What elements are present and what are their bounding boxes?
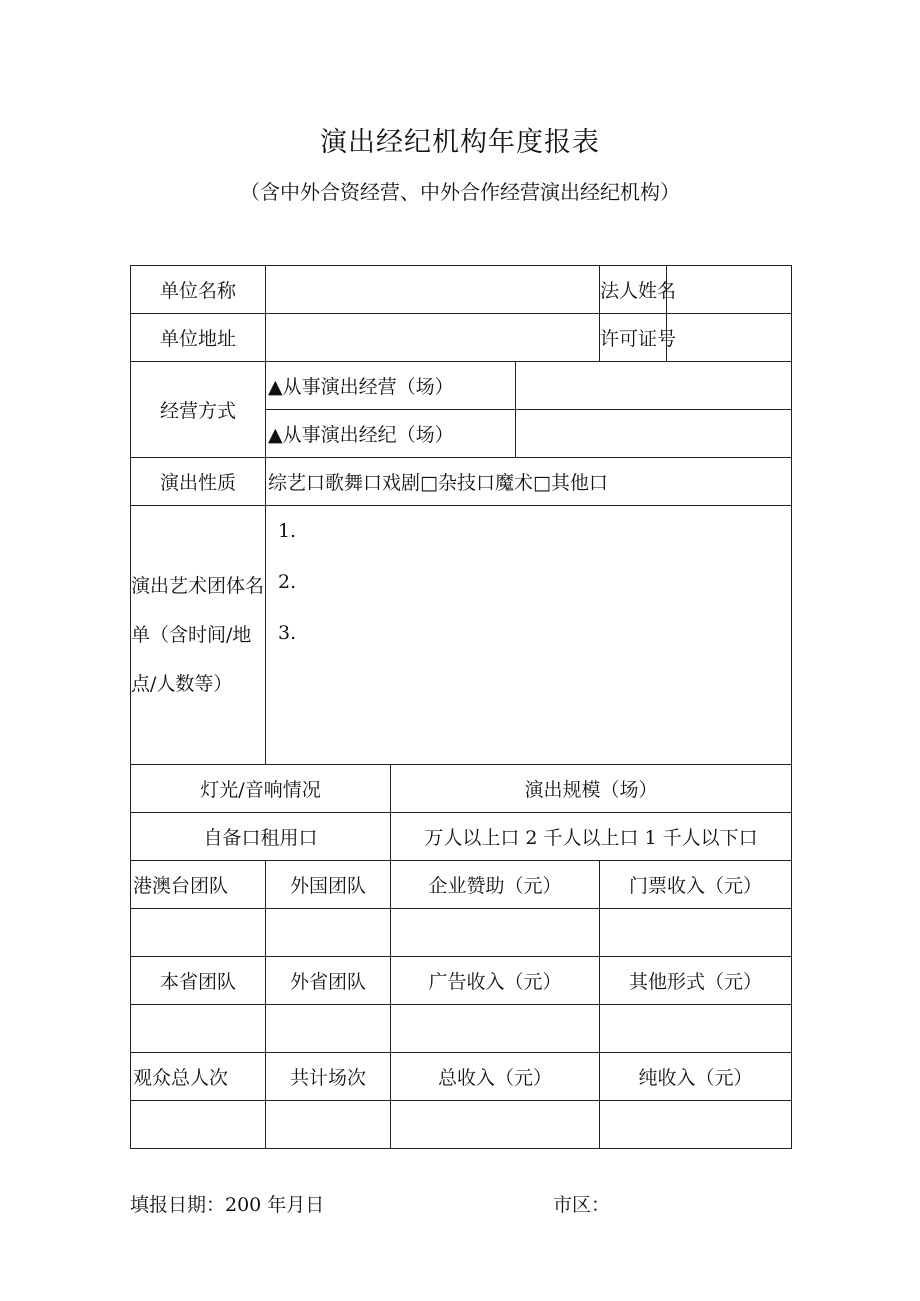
audience-label: 观众总人次 xyxy=(131,1053,266,1101)
page-title: 演出经纪机构年度报表 xyxy=(320,127,600,158)
mode-brokerage-field[interactable] xyxy=(516,410,792,458)
mode-item-operation: ▲从事演出经营（场） xyxy=(266,362,516,410)
foreign-team-label: 外国团队 xyxy=(266,861,391,909)
light-options[interactable]: 自备口租用口 xyxy=(131,813,391,861)
legal-name-field[interactable] xyxy=(667,266,792,314)
license-no-field[interactable] xyxy=(667,314,792,362)
scale-options[interactable]: 万人以上口 2 千人以上口 1 千人以下口 xyxy=(391,813,792,861)
total-shows-label: 共计场次 xyxy=(266,1053,391,1101)
page-subtitle: （含中外合资经营、中外合作经营演出经纪机构） xyxy=(240,180,680,204)
outprov-team-label: 外省团队 xyxy=(266,957,391,1005)
license-no-label: 许可证号 xyxy=(600,314,667,362)
total-shows-field[interactable] xyxy=(266,1101,391,1149)
total-income-field[interactable] xyxy=(391,1101,600,1149)
legal-name-label: 法人姓名 xyxy=(600,266,667,314)
troupe-label: 演出艺术团体名单（含时间/地点/人数等） xyxy=(131,506,266,765)
unit-name-label: 单位名称 xyxy=(131,266,266,314)
nature-label: 演出性质 xyxy=(131,458,266,506)
ticket-field[interactable] xyxy=(600,909,792,957)
other-form-field[interactable] xyxy=(600,1005,792,1053)
ticket-label: 门票收入（元） xyxy=(600,861,792,909)
ads-label: 广告收入（元） xyxy=(391,957,600,1005)
prov-team-field[interactable] xyxy=(131,1005,266,1053)
nature-options[interactable]: 综艺口歌舞口戏剧□杂技口魔术□其他口 xyxy=(266,458,792,506)
hk-team-field[interactable] xyxy=(131,909,266,957)
total-income-label: 总收入（元） xyxy=(391,1053,600,1101)
unit-name-field[interactable] xyxy=(266,266,600,314)
unit-address-label: 单位地址 xyxy=(131,314,266,362)
scale-label: 演出规模（场） xyxy=(391,765,792,813)
ads-field[interactable] xyxy=(391,1005,600,1053)
light-sound-label: 灯光/音响情况 xyxy=(131,765,391,813)
city-district: 市区： xyxy=(553,1194,611,1216)
troupe-item: 2. xyxy=(278,571,297,593)
troupe-item: 3. xyxy=(278,622,297,644)
report-form-table xyxy=(130,265,792,1149)
unit-address-field[interactable] xyxy=(266,314,600,362)
other-form-label: 其他形式（元） xyxy=(600,957,792,1005)
troupe-list[interactable] xyxy=(266,506,792,765)
sponsor-label: 企业赞助（元） xyxy=(391,861,600,909)
prov-team-label: 本省团队 xyxy=(131,957,266,1005)
mode-label: 经营方式 xyxy=(131,362,266,458)
hk-team-label: 港澳台团队 xyxy=(131,861,266,909)
mode-item-brokerage: ▲从事演出经纪（场） xyxy=(266,410,516,458)
fill-date: 填报日期：200 年月日 xyxy=(130,1194,325,1216)
net-income-label: 纯收入（元） xyxy=(600,1053,792,1101)
mode-operation-field[interactable] xyxy=(516,362,792,410)
troupe-item: 1. xyxy=(278,520,297,542)
outprov-team-field[interactable] xyxy=(266,1005,391,1053)
net-income-field[interactable] xyxy=(600,1101,792,1149)
foreign-team-field[interactable] xyxy=(266,909,391,957)
sponsor-field[interactable] xyxy=(391,909,600,957)
audience-field[interactable] xyxy=(131,1101,266,1149)
